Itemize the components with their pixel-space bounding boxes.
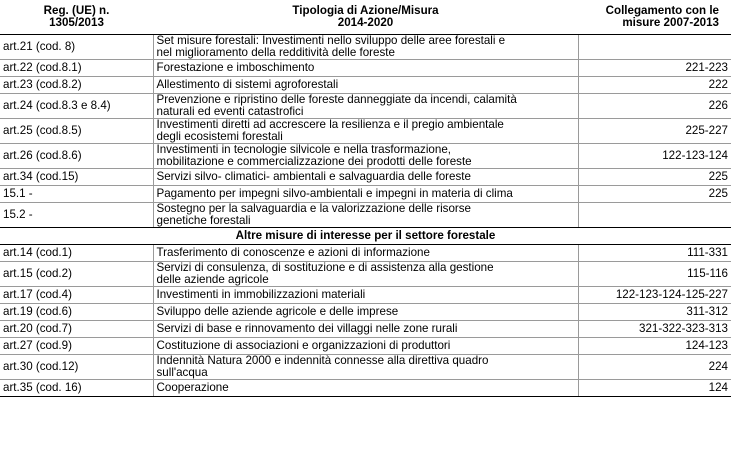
- description-line1: Prevenzione e ripristino delle foreste danneggiate da incendi, calamità: [156, 93, 517, 106]
- description-cell: [153, 77, 578, 94]
- link-cell: 224: [578, 355, 731, 380]
- description-cell: [153, 203, 578, 228]
- link-cell: 115-116: [578, 262, 731, 287]
- description-line1: Investimenti in immobilizzazioni materiali: [156, 288, 366, 301]
- table-row: [0, 338, 731, 355]
- link-cell: 225-227: [578, 119, 731, 144]
- description-cell: [153, 287, 578, 304]
- table-row: [0, 321, 731, 338]
- link-cell: 122-123-124-125-227: [578, 287, 731, 304]
- description-line2: nel miglioramento della redditività delle foreste: [156, 46, 395, 59]
- table-header: [0, 0, 731, 35]
- link-cell: 321-322-323-313: [578, 321, 731, 338]
- regulation-cell: art.14 (cod.1): [0, 245, 153, 262]
- table-row: [0, 60, 731, 77]
- description-line2: degli ecosistemi forestali: [156, 130, 283, 143]
- description-line1: Servizi di base e rinnovamento dei villaggi nelle zone rurali: [156, 322, 458, 335]
- header-regulation-line2: 1305/2013: [49, 16, 104, 29]
- table-row: [0, 355, 731, 380]
- regulation-cell: art.27 (cod.9): [0, 338, 153, 355]
- table-row: [0, 186, 731, 203]
- description-line1: Investimenti in tecnologie silvicole e nella trasformazione,: [156, 143, 451, 156]
- description-line1: Costituzione di associazioni e organizzazioni di produttori: [156, 339, 451, 352]
- description-cell: [153, 304, 578, 321]
- description-cell: [153, 338, 578, 355]
- description-cell: [153, 94, 578, 119]
- description-cell: [153, 119, 578, 144]
- description-cell: [153, 380, 578, 397]
- header-action-type-line2: 2014-2020: [337, 16, 394, 29]
- description-line1: Forestazione e imboschimento: [156, 61, 315, 74]
- regulation-cell: art.25 (cod.8.5): [0, 119, 153, 144]
- table-row: [0, 203, 731, 228]
- description-line2: naturali ed eventi catastrofici: [156, 105, 304, 118]
- description-line2: mobilitazione e commercializzazione dei prodotti delle foreste: [156, 155, 472, 168]
- regulation-cell: art.26 (cod.8.6): [0, 144, 153, 169]
- table-row: [0, 262, 731, 287]
- regulation-cell: 15.2 -: [0, 203, 153, 228]
- table-row: [0, 169, 731, 186]
- description-line1: Sviluppo delle aziende agricole e delle imprese: [156, 305, 399, 318]
- description-line2: sull'acqua: [156, 366, 208, 379]
- regulation-cell: art.19 (cod.6): [0, 304, 153, 321]
- link-cell: 124: [578, 380, 731, 397]
- other-measures-body: [0, 245, 731, 397]
- description-cell: [153, 245, 578, 262]
- description-cell: [153, 35, 578, 60]
- link-cell: [578, 35, 731, 60]
- link-cell: 226: [578, 94, 731, 119]
- description-line2: delle aziende agricole: [156, 273, 269, 286]
- table-row: [0, 94, 731, 119]
- link-cell: 124-123: [578, 338, 731, 355]
- table-row: [0, 35, 731, 60]
- description-cell: [153, 186, 578, 203]
- table-row: [0, 245, 731, 262]
- regulation-cell: art.15 (cod.2): [0, 262, 153, 287]
- description-cell: [153, 321, 578, 338]
- description-cell: [153, 169, 578, 186]
- description-line2: genetiche forestali: [156, 214, 251, 227]
- regulation-cell: art.22 (cod.8.1): [0, 60, 153, 77]
- table-row: [0, 380, 731, 397]
- description-cell: [153, 262, 578, 287]
- description-line1: Servizi di consulenza, di sostituzione e di assistenza alla gestione: [156, 261, 494, 274]
- description-line1: Cooperazione: [156, 381, 229, 394]
- header-action-type-line1: Tipologia di Azione/Misura: [292, 4, 439, 17]
- header-link-line1: Collegamento con le: [605, 4, 719, 17]
- link-cell: 311-312: [578, 304, 731, 321]
- regulation-cell: art.24 (cod.8.3 e 8.4): [0, 94, 153, 119]
- section-body: [0, 228, 731, 245]
- section-title: Altre misure di interesse per il settore forestale: [0, 228, 731, 245]
- table-row: [0, 77, 731, 94]
- regulation-cell: art.30 (cod.12): [0, 355, 153, 380]
- table-row: [0, 144, 731, 169]
- table-row: [0, 304, 731, 321]
- table-row: [0, 287, 731, 304]
- regulation-cell: art.34 (cod.15): [0, 169, 153, 186]
- description-cell: [153, 355, 578, 380]
- link-cell: 111-331: [578, 245, 731, 262]
- description-line1: Trasferimento di conoscenze e azioni di informazione: [156, 246, 430, 259]
- description-cell: [153, 144, 578, 169]
- link-cell: 222: [578, 77, 731, 94]
- link-cell: 225: [578, 169, 731, 186]
- description-line1: Allestimento di sistemi agroforestali: [156, 78, 339, 91]
- description-line1: Investimenti diretti ad accrescere la resilienza e il pregio ambientale: [156, 118, 504, 131]
- description-line1: Set misure forestali: Investimenti nello sviluppo delle aree forestali e: [156, 34, 506, 47]
- header-regulation-line1: Reg. (UE) n.: [43, 4, 110, 17]
- header-link: [578, 0, 731, 35]
- regulation-cell: art.21 (cod. 8): [0, 35, 153, 60]
- regulation-cell: art.23 (cod.8.2): [0, 77, 153, 94]
- description-cell: [153, 60, 578, 77]
- table-row: [0, 119, 731, 144]
- regulation-cell: art.20 (cod.7): [0, 321, 153, 338]
- header-action-type: [153, 0, 578, 35]
- link-cell: 225: [578, 186, 731, 203]
- regulation-cell: art.17 (cod.4): [0, 287, 153, 304]
- header-link-line2: misure 2007-2013: [622, 16, 719, 29]
- description-line1: Indennità Natura 2000 e indennità connesse alla direttiva quadro: [156, 354, 489, 367]
- regulation-cell: art.35 (cod. 16): [0, 380, 153, 397]
- section-row: [0, 228, 731, 245]
- description-line1: Pagamento per impegni silvo-ambientali e impegni in materia di clima: [156, 187, 513, 200]
- link-cell: 221-223: [578, 60, 731, 77]
- description-line1: Servizi silvo- climatici- ambientali e salvaguardia delle foreste: [156, 170, 471, 183]
- link-cell: 122-123-124: [578, 144, 731, 169]
- header-regulation: [0, 0, 153, 35]
- regulation-cell: 15.1 -: [0, 186, 153, 203]
- forest-measures-body: [0, 35, 731, 228]
- link-cell: [578, 203, 731, 228]
- description-line1: Sostegno per la salvaguardia e la valorizzazione delle risorse: [156, 202, 471, 215]
